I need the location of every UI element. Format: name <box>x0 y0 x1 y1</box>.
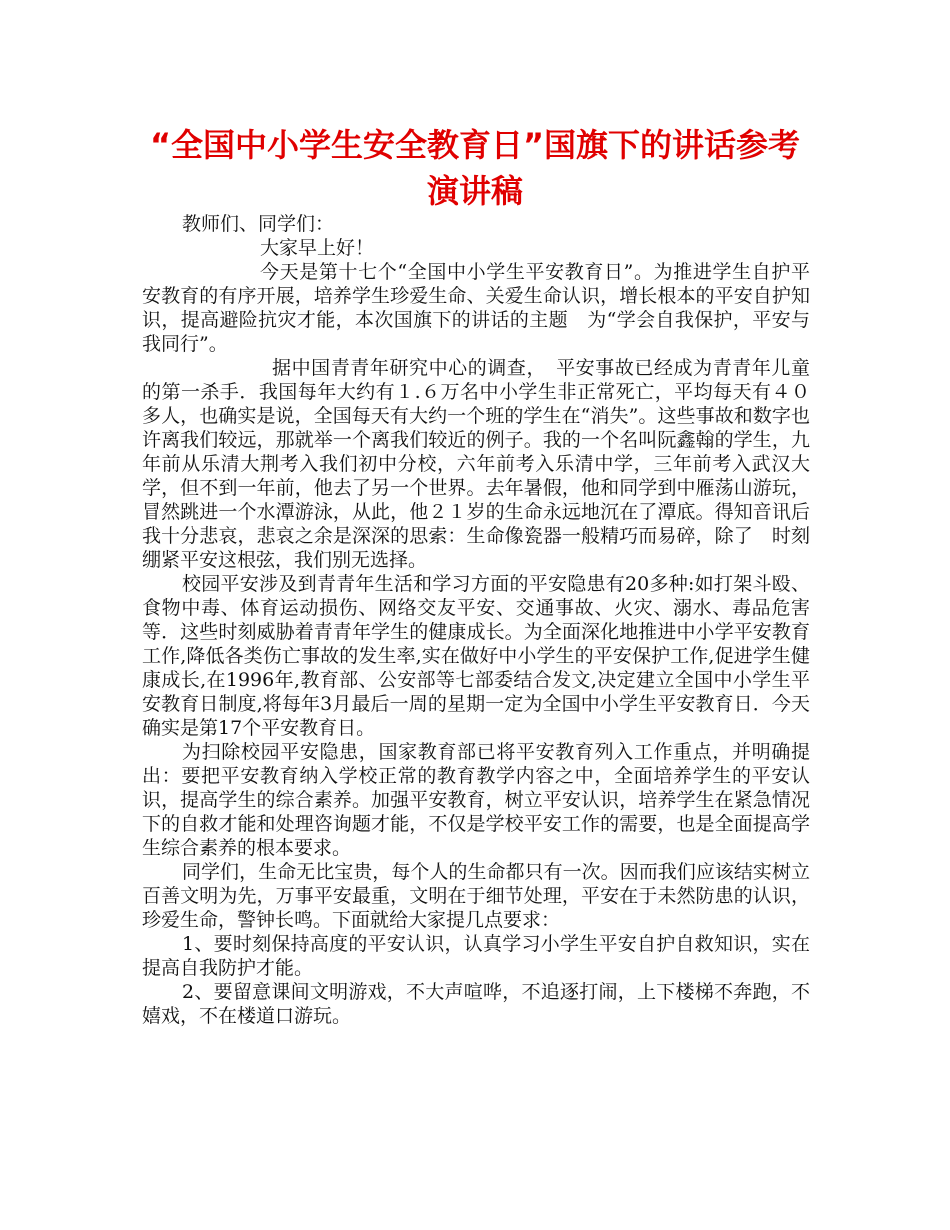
document-body <box>142 212 810 1028</box>
paragraph-students: 同学们，生命无比宝贵，每个人的生命都只有一次。因而我们应该结实树立百善文明为先，万事平安最重，文明在于细节处理，平安在于未然防患的认识，珍爱生命，警钟长鸣。下面就给大家提几点要求： <box>142 861 810 931</box>
greeting: 大家早上好！ <box>260 237 375 259</box>
document-title: “全国中小学生安全教育日”国旗下的讲话参考演讲稿 <box>149 126 801 210</box>
paragraph-survey: 据中国青青年研究中心的调查， 平安事故已经成为青青年儿童的第一杀手．我国每年大约有１.６万名中小学生非正常死亡，平均每天有４０多人，也确实是说，全国每天有大约一个班的学生在“消失”。这些事故和数字也许离我们较远，那就举一个离我们较近的例子。我的一个名叫阮鑫翰的学生，九年前从乐清大荆考入我们初中分校，六年前考入乐清中学，三年前考入武汉大学，但不到一年前，他去了另一个世界。去年暑假，他和同学到中雁荡山游玩，冒然跳进一个水潭游泳，从此，他２１岁的生命永远地沉在了潭底。得知音讯后我十分悲哀，悲哀之余是深深的思索：生命像瓷器一般精巧而易碎，除了 时刻绷紧平安这根弦，我们别无选择。 <box>142 357 810 571</box>
salutation: 教师们、同学们： <box>182 213 335 235</box>
list-item-1: 1、要时刻保持高度的平安认识，认真学习小学生平安自护自救知识，实在提高自我防护才能。 <box>142 933 810 979</box>
paragraph-campus-safety: 校园平安涉及到青青年生活和学习方面的平安隐患有20多种:如打架斗殴、食物中毒、体育运动损伤、网络交友平安、交通事故、火灾、溺水、毒品危害等．这些时刻威胁着青青年学生的健康成长。为全面深化地推进中小学平安教育工作,降低各类伤亡事故的发生率,实在做好中小学生的平安保护工作,促进学生健康成长,在1996年,教育部、公安部等七部委结合发文,决定建立全国中小学生平安教育日制度,将每年3月最后一周的星期一定为全国中小学生平安教育日．今天确实是第17个平安教育日。 <box>142 573 810 739</box>
paragraph-ministry: 为扫除校园平安隐患，国家教育部已将平安教育列入工作重点，并明确提出：要把平安教育纳入学校正常的教育教学内容之中，全面培养学生的平安认识，提高学生的综合素养。加强平安教育，树立平安认识，培养学生在紧急情况下的自救才能和处理咨询题才能，不仅是学校平安工作的需要，也是全面提高学生综合素养的根本要求。 <box>142 741 810 859</box>
list-item-2: 2、要留意课间文明游戏，不大声喧哗，不追逐打闹，上下楼梯不奔跑，不嬉戏，不在楼道口游玩。 <box>142 981 810 1027</box>
paragraph-intro: 今天是第十七个“全国中小学生平安教育日”。为推进学生自护平安教育的有序开展，培养学生珍爱生命、关爱生命认识，增长根本的平安自护知识，提高避险抗灾才能，本次国旗下的讲话的主题 为“学会自我保护，平安与我同行”。 <box>142 261 810 355</box>
